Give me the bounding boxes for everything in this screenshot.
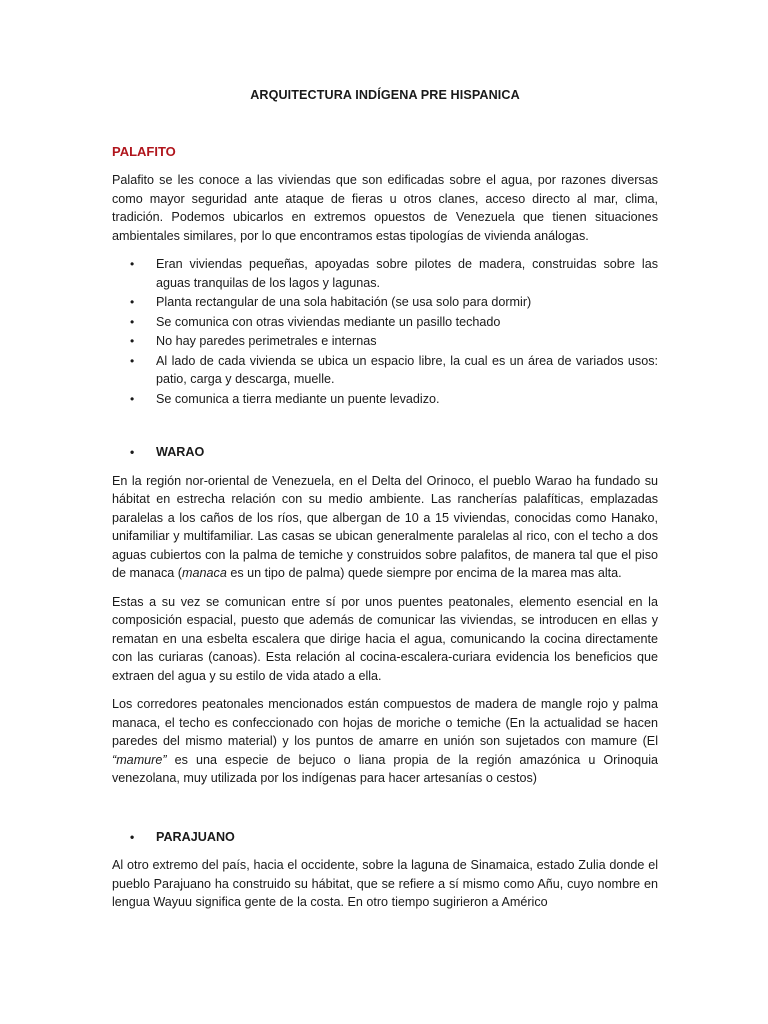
list-item — [112, 332, 658, 351]
bullet-icon: • — [130, 257, 135, 271]
list-item — [112, 352, 658, 389]
list-item-text: Planta rectangular de una sola habitación (se usa solo para dormir) — [156, 295, 532, 309]
list-item — [112, 293, 658, 312]
list-item-text: Al lado de cada vivienda se ubica un espacio libre, la cual es un área de variados usos: patio, carga y descarga, muelle. — [156, 353, 658, 386]
bullet-icon: • — [130, 334, 135, 348]
bullet-icon: • — [130, 314, 135, 329]
bullet-icon: • — [130, 829, 135, 844]
parajuano-paragraph-1: Al otro extremo del país, hacia el occidente, sobre la laguna de Sinamaica, estado Zulia donde el pueblo Parajuano ha construido su hábitat, que se refiere a sí mismo como Añu, cuyo nombre en lengua Wayuu significa gente de la costa. En otro tiempo sugirieron a Américo — [112, 858, 658, 909]
bullet-icon: • — [130, 295, 135, 309]
list-item-text: Eran viviendas pequeñas, apoyadas sobre pilotes de madera, construidas sobre las aguas tranquilas de los lagos y lagunas. — [156, 257, 658, 290]
spacer — [112, 409, 658, 443]
section-heading-palafito: PALAFITO — [112, 143, 176, 159]
italic-term: “mamure” — [112, 752, 167, 767]
paragraph-text: es un tipo de palma) quede siempre por encima de la marea mas alta. — [226, 566, 622, 580]
list-item-text: No hay paredes perimetrales e internas — [156, 334, 377, 348]
section-heading-warao — [112, 443, 658, 462]
bullet-icon: • — [130, 353, 135, 368]
section-heading-label: WARAO — [156, 445, 205, 459]
section-heading-parajuano — [112, 828, 658, 847]
warao-paragraph-3 — [112, 695, 658, 788]
italic-term: manaca — [182, 566, 227, 580]
palafito-intro-paragraph: Palafito se les conoce a las viviendas que son edificadas sobre el agua, por razones diversas como mayor seguridad ante ataque de fieras u otros clanes, acceso directo al mar, clima, tradición. Podemos ubicarlos en extremos opuestos de Venezuela que tienen situaciones ambientales similares, por lo que encontramos estas tipologías de vivienda análogas. — [112, 173, 658, 243]
warao-paragraph-1 — [112, 472, 658, 583]
list-item — [112, 255, 658, 292]
spacer — [112, 798, 658, 828]
warao-paragraph-2: Estas a su vez se comunican entre sí por unos puentes peatonales, elemento esencial en la composición espacial, puesto que además de comunicar las viviendas, se introducen en ellas y rematan en una esbelta escalera que dirige hacia el agua, comunicando la cocina directamente con las curiaras (canoas). Esta relación al cocina-escalera-curiara evidencia los beneficios que extraen del agua y su estilo de vida atado a ella. — [112, 594, 658, 683]
list-item — [112, 390, 658, 409]
section-heading-label: PARAJUANO — [156, 829, 235, 844]
list-item-text: Se comunica a tierra mediante un puente levadizo. — [156, 391, 440, 406]
document-title: ARQUITECTURA INDÍGENA PRE HISPANICA — [250, 88, 520, 102]
bullet-icon: • — [130, 391, 135, 406]
palafito-bullet-list — [112, 255, 658, 408]
document-body — [112, 86, 658, 922]
list-item-text: Se comunica con otras viviendas mediante un pasillo techado — [156, 314, 501, 329]
bullet-icon: • — [130, 445, 135, 459]
list-item — [112, 313, 658, 332]
paragraph-text: Los corredores peatonales mencionados están compuestos de madera de mangle rojo y palma manaca, el techo es confeccionado con hojas de moriche o temiche (En la actualidad se hacen paredes del mismo material) y los puntos de amarre en unión son sujetados con mamure (El — [112, 697, 658, 748]
paragraph-text: es una especie de bejuco o liana propia de la región amazónica u Orinoquia venezolana, muy utilizada por los indígenas para hacer artesanías o cestos) — [112, 752, 658, 785]
paragraph-text: En la región nor-oriental de Venezuela, en el Delta del Orinoco, el pueblo Warao ha fundado su hábitat en estrecha relación con su medio ambiente. Las rancherías palafíticas, emplazadas paralelas a los caños de los ríos, que albergan de 10 a 15 viviendas, conocidas como Hanako, unifamiliar y multifamiliar. Las casas se ubican generalmente paralelas al rico, con el techo a dos aguas cubiertos con la palma de temiche y construidos sobre palafitos, de manera tal que el piso de manaca ( — [112, 473, 658, 580]
